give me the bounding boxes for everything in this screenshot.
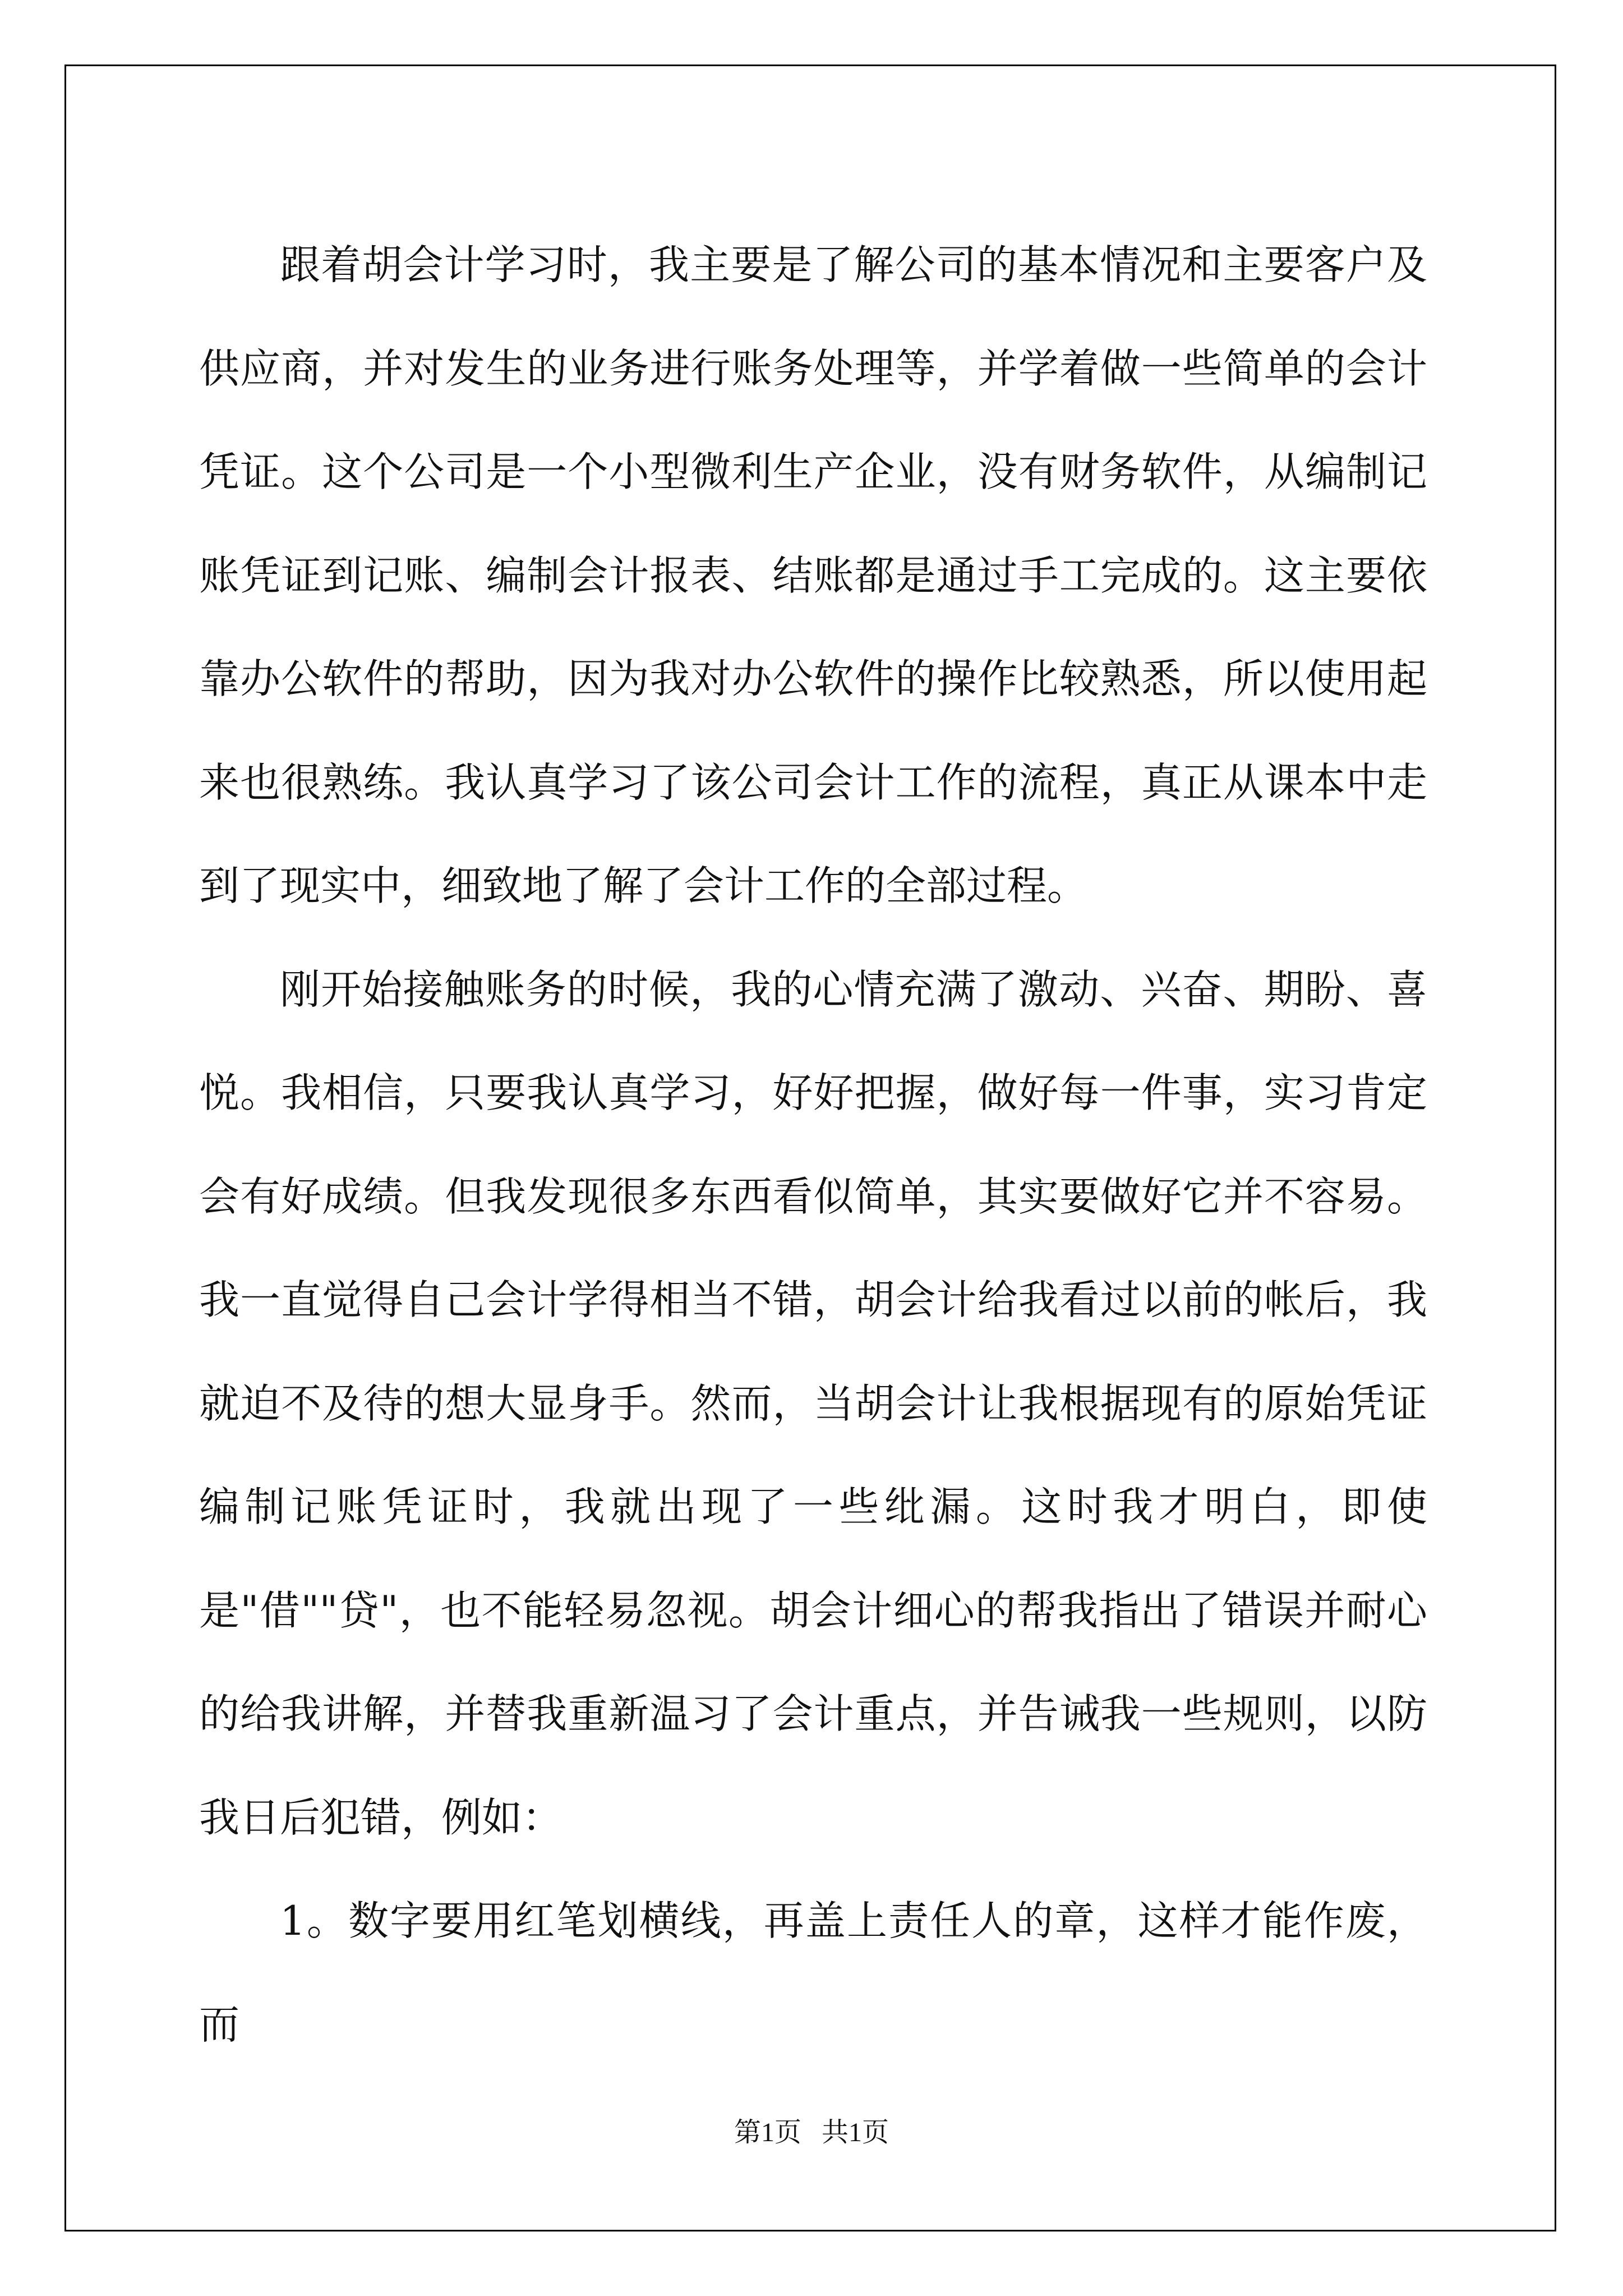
paragraph-2: 刚开始接触账务的时候，我的心情充满了激动、兴奋、期盼、喜悦。我相信，只要我认真学习，好好把握，做好每一件事，实习肯定会有好成绩。但我发现很多东西看似简单，其实要做好它并不容易。我一直觉得自己会计学得相当不错，胡会计给我看过以前的帐后，我就迫不及待的想大显身手。然而，当胡会计让我根据现有的原始凭证编制记账凭证时，我就出现了一些纰漏。这时我才明白，即使是"借""贷"，也不能轻易忽视。胡会计细心的帮我指出了错误并耐心的给我讲解，并替我重新温习了会计重点，并告诫我一些规则，以防我日后犯错，例如： (199, 965, 1427, 1841)
document-body (199, 213, 1427, 2076)
page-footer: 第1页 共1页 (734, 2118, 889, 2147)
paragraph-1: 跟着胡会计学习时，我主要是了解公司的基本情况和主要客户及供应商，并对发生的业务进行账务处理等，并学着做一些简单的会计凭证。这个公司是一个小型微利生产企业，没有财务软件，从编制记账凭证到记账、编制会计报表、结账都是通过手工完成的。这主要依靠办公软件的帮助，因为我对办公软件的操作比较熟悉，所以使用起来也很熟练。我认真学习了该公司会计工作的流程，真正从课本中走到了现实中，细致地了解了会计工作的全部过程。 (199, 241, 1427, 909)
paragraph-3: 1。数字要用红笔划横线，再盖上责任人的章，这样才能作废，而 (199, 1897, 1427, 2048)
